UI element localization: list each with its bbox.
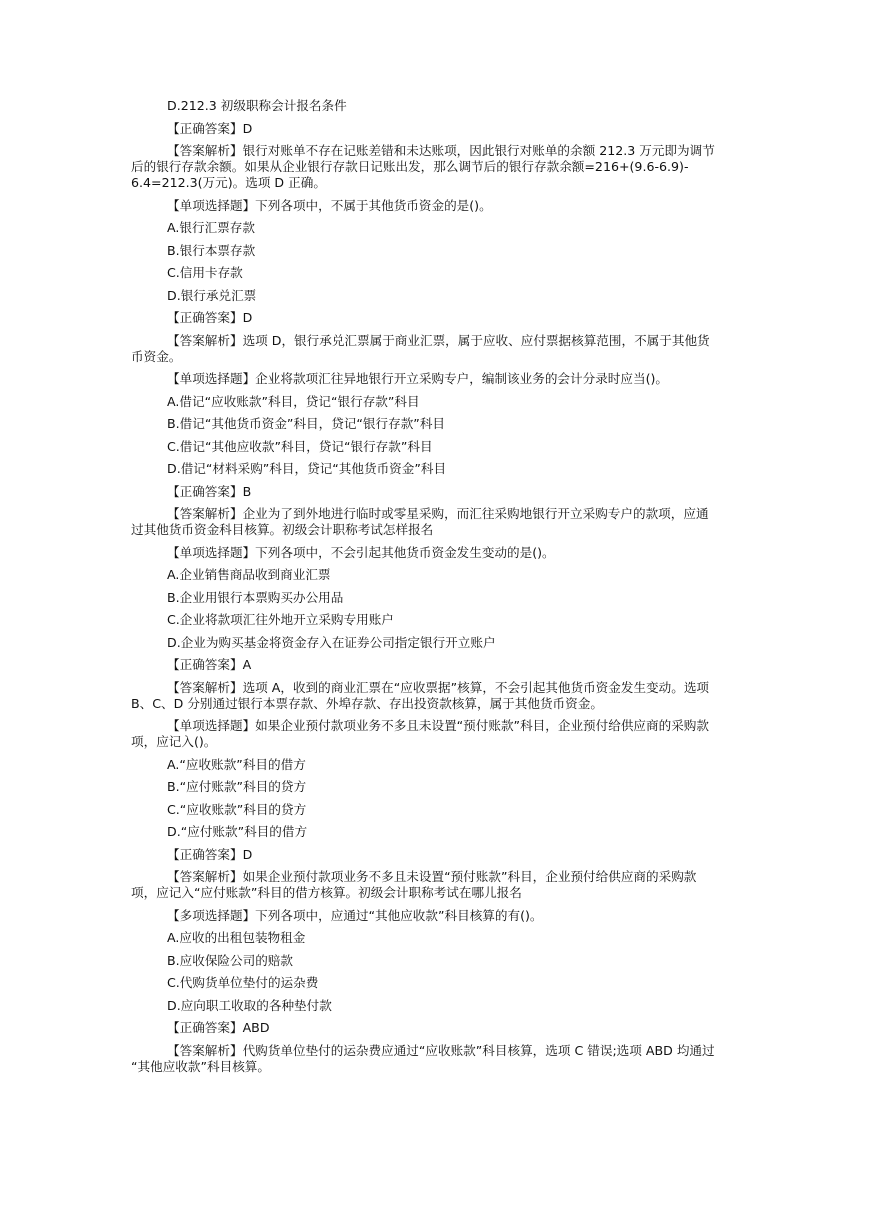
question-text: 【多项选择题】下列各项中，应通过“其他应收款”科目核算的有()。 [167, 907, 543, 923]
text-line: 项，应记入()。 [131, 734, 217, 749]
answer-option: D.应向职工收取的各种垫付款 [167, 997, 332, 1013]
answer-option: A.企业销售商品收到商业汇票 [167, 567, 331, 582]
text-line: 后的银行存款余额。如果从企业银行存款日记账出发，那么调节后的银行存款余额=216+(9.6-6.9)- [131, 159, 689, 174]
question-text: 【单项选择题】企业将款项汇往异地银行开立采购专户，编制该业务的会计分录时应当()。 [167, 371, 668, 386]
text-line: 币资金。 [131, 348, 182, 364]
answer-option: C.借记“其他应收款”科目，贷记“银行存款”科目 [167, 438, 433, 454]
text-line: 6.4=212.3(万元)。选项 D 正确。 [131, 175, 326, 190]
answer-analysis [131, 143, 737, 191]
answer-analysis [131, 333, 737, 365]
answer-option: D.“应付账款”科目的借方 [167, 824, 308, 839]
correct-answer: 【正确答案】ABD [167, 1020, 270, 1035]
answer-option: C.代购货单位垫付的运杂费 [167, 975, 319, 990]
answer-option: D.银行承兑汇票 [167, 287, 257, 303]
text-line: B、C、D 分别通过银行本票存款、外埠存款、存出投资款核算，属于其他货币资金。 [131, 695, 603, 711]
answer-option: B.“应付账款”科目的贷方 [167, 779, 307, 794]
answer-analysis [131, 1043, 737, 1075]
answer-option: D.212.3 初级职称会计报名条件 [167, 98, 347, 113]
answer-analysis [131, 718, 737, 750]
answer-option: A.银行汇票存款 [167, 220, 255, 235]
answer-analysis [131, 680, 737, 712]
text-line: 【答案解析】如果企业预付款项业务不多且未设置“预付账款”科目，企业预付给供应商的采购款 [167, 869, 697, 884]
answer-option: A.借记“应收账款”科目，贷记“银行存款”科目 [167, 393, 420, 409]
answer-option: A.应收的出租包装物租金 [167, 930, 306, 945]
answer-option: C.信用卡存款 [167, 265, 243, 280]
answer-option: B.借记“其他货币资金”科目，贷记“银行存款”科目 [167, 416, 446, 431]
correct-answer: 【正确答案】D [167, 310, 253, 325]
correct-answer: 【正确答案】B [167, 483, 252, 499]
text-line: 【答案解析】代购货单位垫付的运杂费应通过“应收账款”科目核算，选项 C 错误;选项 ABD 均通过 [167, 1042, 715, 1058]
text-line: 项，应记入“应付账款”科目的借方核算。初级会计职称考试在哪儿报名 [131, 885, 522, 900]
answer-option: C.“应收账款”科目的贷方 [167, 801, 307, 817]
correct-answer: 【正确答案】D [167, 846, 253, 862]
text-line: 【答案解析】企业为了到外地进行临时或零星采购，而汇往采购地银行开立采购专户的款项，应通 [167, 506, 709, 521]
answer-option: B.银行本票存款 [167, 242, 256, 258]
answer-option: D.企业为购买基金将资金存入在证券公司指定银行开立账户 [167, 634, 496, 650]
answer-option: C.企业将款项汇往外地开立采购专用账户 [167, 612, 394, 627]
text-line: “其他应收款”科目核算。 [131, 1058, 270, 1074]
text-line: 过其他货币资金科目核算。初级会计职称考试怎样报名 [131, 522, 434, 537]
correct-answer: 【正确答案】D [167, 120, 253, 136]
question-text: 【单项选择题】下列各项中，不会引起其他货币资金发生变动的是()。 [167, 544, 555, 560]
correct-answer: 【正确答案】A [167, 657, 252, 672]
answer-analysis [131, 869, 737, 901]
answer-analysis [131, 506, 737, 538]
text-line: 【单项选择题】如果企业预付款项业务不多且未设置“预付账款”科目，企业预付给供应商的采购款 [167, 718, 709, 733]
text-line: 【答案解析】银行对账单不存在记账差错和未达账项，因此银行对账单的余额 212.3 万元即为调节 [167, 143, 715, 158]
text-line: 【答案解析】选项 A，收到的商业汇票在“应收票据”核算，不会引起其他货币资金发生变动。选项 [167, 679, 710, 695]
text-line: 【答案解析】选项 D，银行承兑汇票属于商业汇票，属于应收、应付票据核算范围，不属于其他货 [167, 332, 710, 348]
answer-option: D.借记“材料采购”科目，贷记“其他货币资金”科目 [167, 461, 447, 476]
answer-option: B.企业用银行本票购买办公用品 [167, 589, 344, 605]
answer-option: B.应收保险公司的赔款 [167, 952, 293, 968]
answer-option: A.“应收账款”科目的借方 [167, 756, 306, 772]
question-text: 【单项选择题】下列各项中，不属于其他货币资金的是()。 [167, 197, 492, 213]
document-page [131, 98, 737, 1075]
